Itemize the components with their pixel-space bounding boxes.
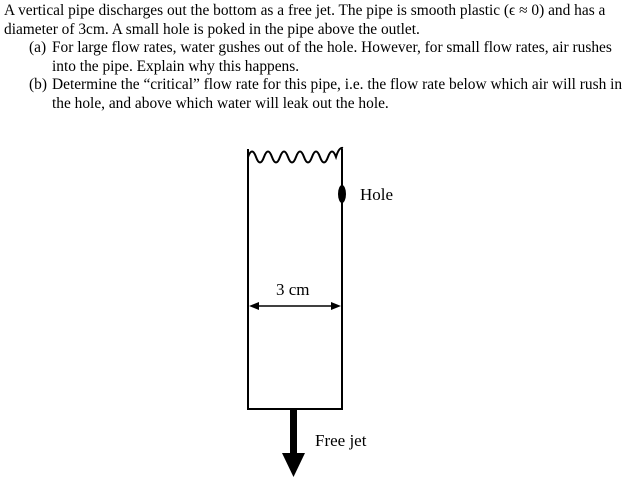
- diameter-arrowhead-left: [249, 302, 259, 310]
- part-a-label: (a): [29, 39, 47, 57]
- hole-marker: [338, 185, 346, 203]
- free-jet-arrowhead: [282, 453, 305, 477]
- problem-intro: A vertical pipe discharges out the bottom as a free jet. The pipe is smooth plastic (ϵ ≈ 0) and has a diameter of 3cm. A small hole is poked in the pipe above the outlet.: [4, 2, 606, 38]
- part-a-text: For large flow rates, water gushes out of the hole. However, for small flow rates, air rushes into the pipe. Explain why this happens.: [52, 39, 612, 75]
- free-jet-shaft: [290, 410, 297, 454]
- hole-label: Hole: [360, 185, 394, 204]
- diameter-arrowhead-right: [331, 302, 341, 310]
- pipe-break-line: [248, 148, 343, 163]
- diameter-label: 3 cm: [276, 280, 310, 299]
- part-b-text: Determine the “critical” flow rate for this pipe, i.e. the flow rate below which air will rush in the hole, and above which water will leak out the hole.: [52, 76, 623, 112]
- free-jet-label: Free jet: [315, 431, 367, 450]
- part-b-label: (b): [29, 76, 47, 94]
